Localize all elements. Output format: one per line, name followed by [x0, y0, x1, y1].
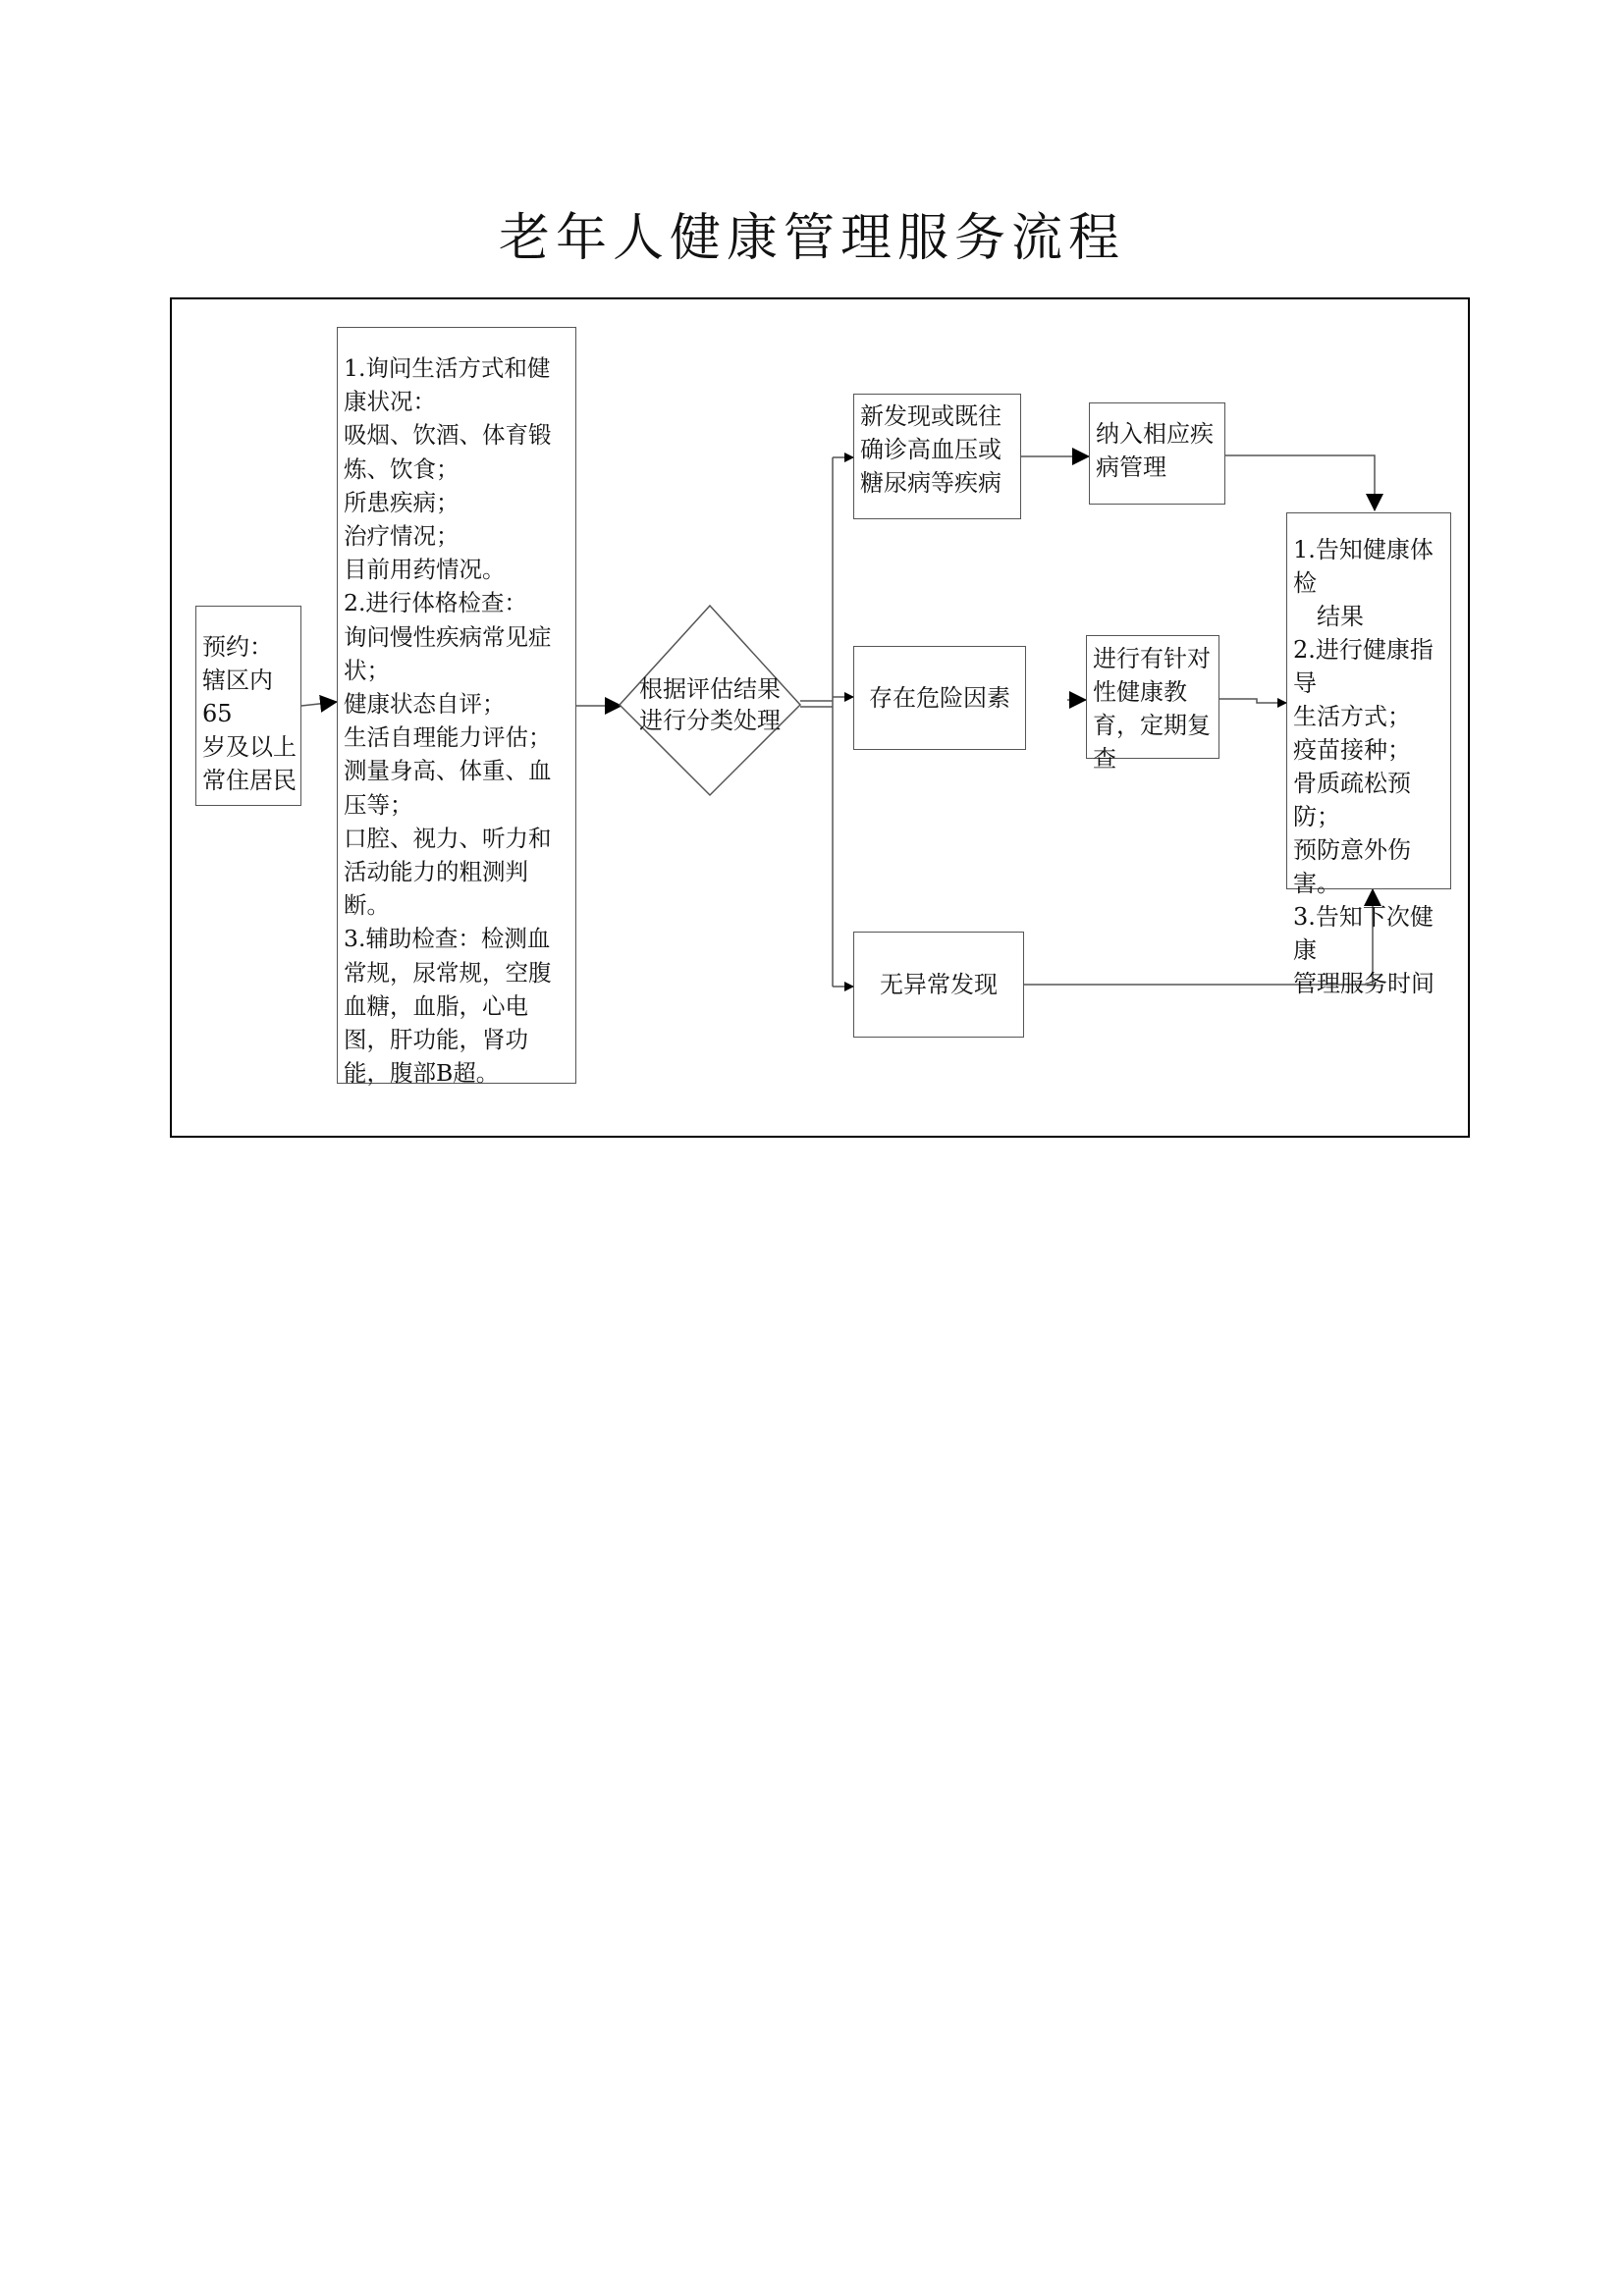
arrow-appointment-to-services	[301, 702, 337, 706]
disease-mgmt-text: 纳入相应疾病管理	[1096, 420, 1214, 481]
normal-text: 无异常发现	[880, 971, 998, 998]
result-box	[1286, 512, 1451, 997]
arrow-mgmt-to-result	[1225, 455, 1375, 510]
decision-text: 根据评估结果 进行分类处理	[639, 675, 781, 734]
arrow-education-to-result	[1219, 699, 1286, 703]
risk-factor-text: 存在危险因素	[869, 684, 1010, 712]
appointment-box	[195, 606, 301, 806]
new-disease-box	[853, 394, 1021, 519]
education-text: 进行有针对性健康教育，定期复查	[1093, 645, 1211, 773]
page-title: 老年人健康管理服务流程	[498, 209, 1125, 268]
appointment-text: 预约： 辖区内65 岁及以上 常住居民	[202, 633, 297, 794]
result-text: 1.告知健康体检 结果 2.进行健康指导 生活方式； 疫苗接种； 骨质疏松预防； 预防意外伤害。 3.告知下次健康 管理服务时间	[1293, 536, 1435, 997]
risk-factor-box	[853, 646, 1026, 750]
normal-box	[853, 932, 1024, 1038]
education-box	[1086, 635, 1219, 773]
new-disease-text: 新发现或既往确诊高血压或糖尿病等疾病	[860, 402, 1001, 497]
services-box	[337, 327, 576, 1088]
services-text: 1.询问生活方式和健康状况： 吸烟、饮酒、体育锻炼、饮食； 所患疾病； 治疗情况； 目前用药情况。 2.进行体格检查： 询问慢性疾病常见症状； 健康状态自评； 生活自理能力评估； 测量身高、体重、血压等； 口腔、视力、听力和活动能力的粗测判断。 3.辅助检查：检测血常规，尿常规，空腹血糖，血脂，心电图，肝功能，肾功能，腹部B超。	[344, 354, 552, 1088]
disease-mgmt-box	[1089, 402, 1225, 505]
